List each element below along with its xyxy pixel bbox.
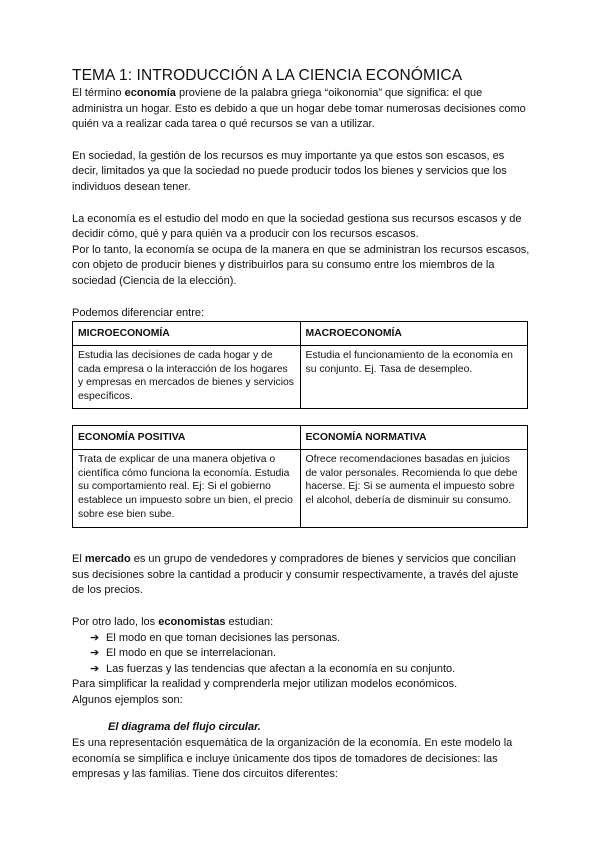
positive-normative-table: [72, 425, 528, 528]
intro-post: proviene de la palabra griega “oikonomia” que significa: el que administra un hogar. Esto es debido a que un hogar debe tomar numerosas decisiones como quién va a realizar cada tarea o qué recursos se van a utilizar.: [72, 87, 526, 131]
mercado-paragraph: [72, 552, 530, 599]
normative-header: ECONOMÍA NORMATIVA: [300, 426, 528, 450]
economistas-term: economistas: [158, 615, 226, 628]
positive-header: ECONOMÍA POSITIVA: [73, 426, 301, 450]
diff-intro: Podemos diferenciar entre:: [72, 306, 205, 319]
models-line-2: Algunos ejemplos son:: [72, 693, 183, 706]
economistas-list: [72, 631, 530, 678]
normative-body: Ofrece recomendaciones basadas en juicios de valor personales. Recomienda lo que debe hacerse. Ej: Si se aumenta el impuesto sobre el alcohol, debería de disminuir su consumo.: [300, 450, 528, 528]
conclusion-paragraph: Por lo tanto, la economía se ocupa de la manera en que se administran los recursos escasos, con objeto de producir bienes y distribuirlos para su consumo entre los miembros de la sociedad (Ciencia de la elección).: [72, 243, 530, 287]
list-item: ➔ El modo en que se interrelacionan.: [72, 646, 530, 662]
micro-macro-table: [72, 321, 528, 409]
intro-pre: El término: [72, 87, 125, 99]
intro-paragraph: [72, 86, 530, 133]
economistas-post: estudian:: [225, 615, 274, 628]
resources-paragraph: En sociedad, la gestión de los recursos es muy importante ya que estos son escasos, es decir, limitados ya que la sociedad no puede producir todos los bienes y servicios que los individuos desean tener.: [72, 149, 507, 193]
models-line-1: Para simplificar la realidad y comprenderla mejor utilizan modelos económicos.: [72, 678, 458, 691]
flujo-subheading: El diagrama del flujo circular.: [108, 721, 261, 734]
micro-body: Estudia las decisiones de cada hogar y de cada empresa o la interacción de los hogares y empresas en mercados de bienes y servicios específicos.: [73, 346, 301, 409]
positive-body: Trata de explicar de una manera objetiva o científica cómo funciona la economía. Estudia su comportamiento real. Ej: Si el gobierno establece un impuesto sobre un bien, el precio sobre ese bien sube.: [73, 450, 301, 528]
page-title: TEMA 1: INTRODUCCIÓN A LA CIENCIA ECONÓMICA: [72, 67, 463, 84]
economistas-paragraph: [72, 615, 530, 631]
macro-header: MACROECONOMÍA: [300, 322, 528, 346]
economistas-pre: Por otro lado, los: [72, 615, 159, 628]
definition-paragraph: La economía es el estudio del modo en que la sociedad gestiona sus recursos escasos y de decidir cómo, qué y para quién va a producir con los recursos escasos.: [72, 212, 522, 241]
document-page: [72, 66, 530, 783]
arrow-bullet-icon: ➔: [90, 631, 100, 644]
list-item: ➔ El modo en que toman decisiones las personas.: [72, 631, 530, 647]
micro-header: MICROECONOMÍA: [73, 322, 301, 346]
mercado-post: es un grupo de vendedores y compradores de bienes y servicios que concilian sus decisiones sobre la cantidad a producir y consumir respectivamente, a través del ajuste de los precios.: [72, 553, 519, 597]
mercado-pre: El: [72, 553, 85, 566]
macro-body: Estudia el funcionamiento de la economía en su conjunto. Ej. Tasa de desempleo.: [300, 346, 528, 409]
flujo-paragraph: Es una representación esquemática de la organización de la economía. En este modelo la economía se simplifica e incluye únicamente dos tipos de tomadores de decisiones: las empresas y las familias. Tiene dos circuitos diferentes:: [72, 737, 513, 781]
arrow-bullet-icon: ➔: [90, 647, 100, 660]
arrow-bullet-icon: ➔: [90, 662, 100, 675]
mercado-term: mercado: [84, 553, 131, 566]
list-item: ➔ Las fuerzas y las tendencias que afectan a la economía en su conjunto.: [72, 662, 530, 678]
intro-term: economía: [124, 87, 176, 99]
